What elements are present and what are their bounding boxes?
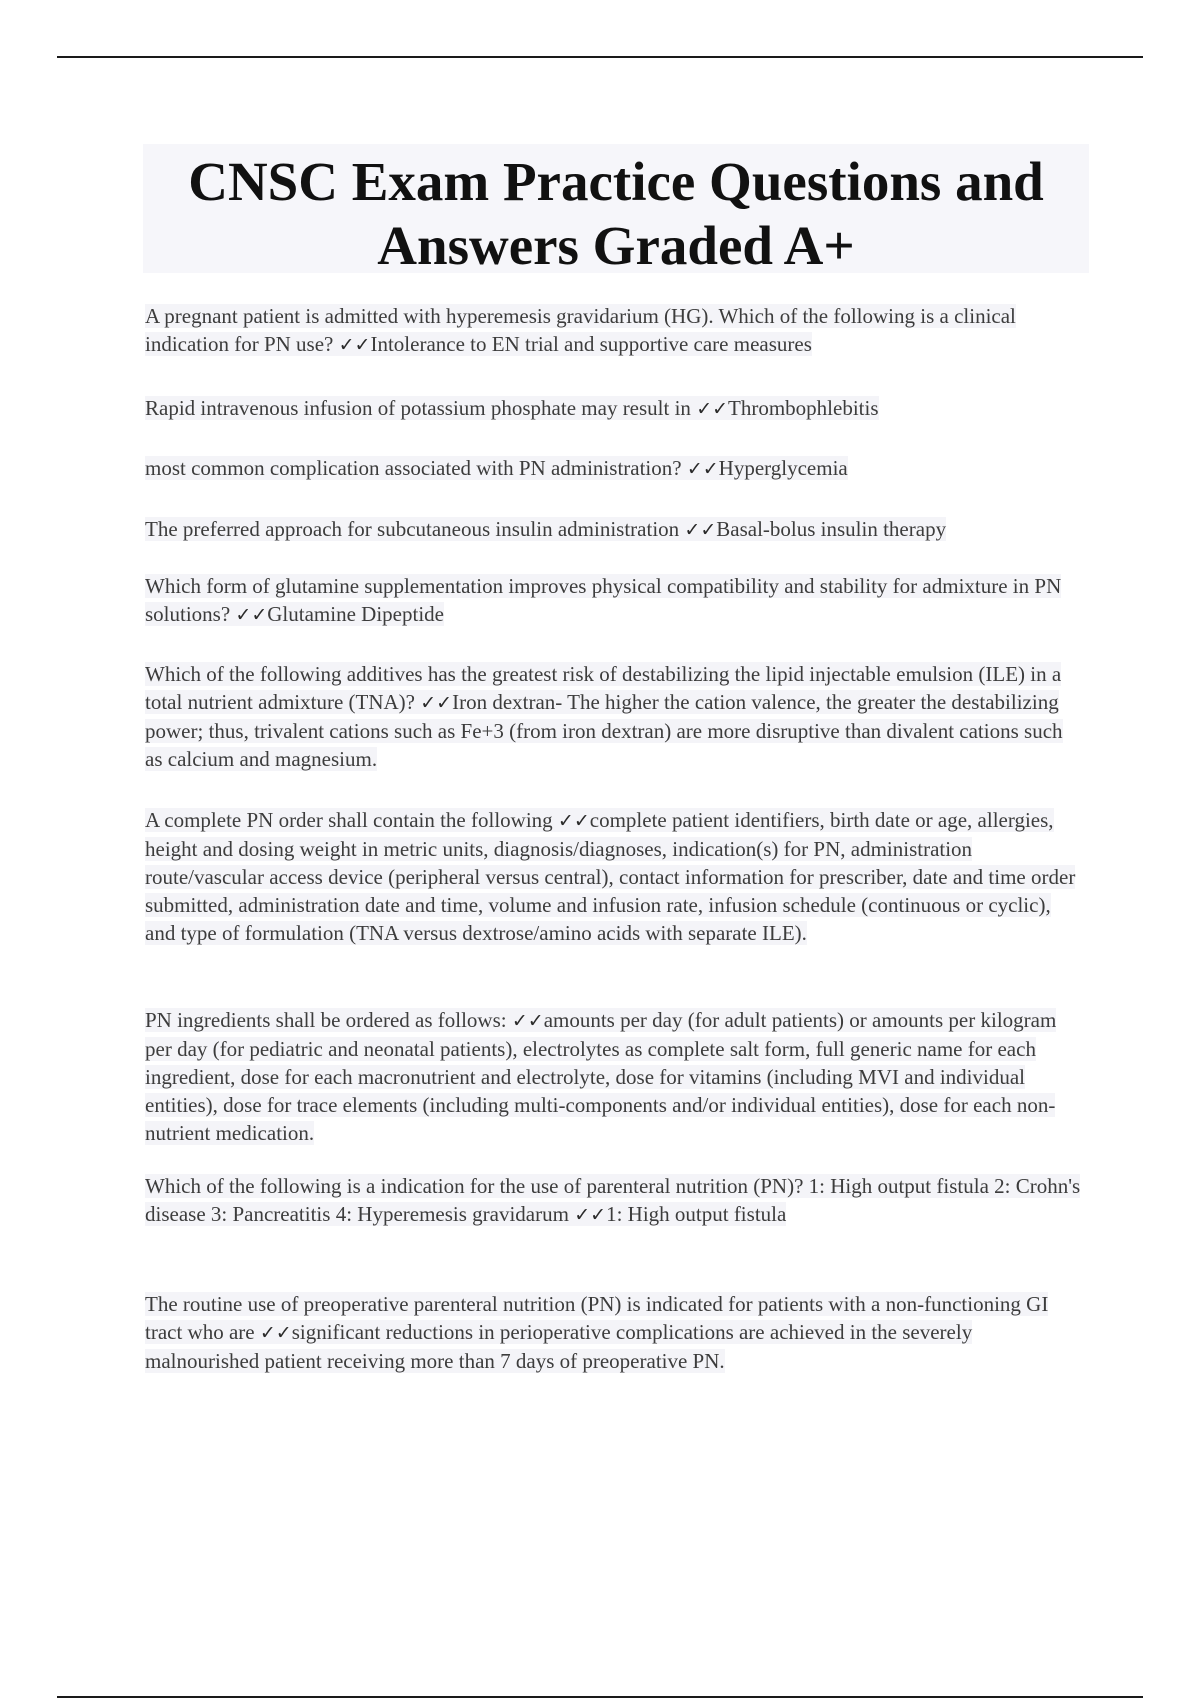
check-icon: ✓✓ (696, 398, 729, 420)
check-icon: ✓✓ (235, 604, 268, 626)
qa-item (145, 1172, 1085, 1229)
qa-item (145, 660, 1085, 773)
question-text: Which form of glutamine supplementation improves physical compatibility and stability for admixture in PN solutions? (145, 574, 1062, 626)
qa-item (145, 1006, 1085, 1147)
check-icon: ✓✓ (511, 1010, 544, 1032)
question-text: A pregnant patient is admitted with hyperemesis gravidarium (HG). Which of the following is a clinical indication for PN use? (145, 304, 1016, 356)
check-icon: ✓✓ (574, 1204, 607, 1226)
question-text: PN ingredients shall be ordered as follows: (145, 1008, 507, 1032)
qa-item (145, 302, 1085, 359)
question-text: The preferred approach for subcutaneous insulin administration (145, 517, 680, 541)
title-line-2: Answers Graded A+ (377, 215, 855, 276)
question-text: Rapid intravenous infusion of potassium phosphate may result in (145, 396, 691, 420)
answer-text: Iron dextran- The higher the cation valence, the greater the destabilizing power; thus, trivalent cations such as Fe+3 (from iron dextran) are more disruptive than divalent cations such as calcium and magnesium. (145, 690, 1063, 771)
question-text: The routine use of preoperative parenteral nutrition (PN) is indicated for patients with a non-functioning GI tract who are (145, 1292, 1049, 1344)
answer-text: significant reductions in perioperative complications are achieved in the severely malnourished patient receiving more than 7 days of preoperative PN. (145, 1320, 973, 1373)
question-text: Which of the following is a indication for the use of parenteral nutrition (PN)? 1: High output fistula 2: Crohn's disease 3: Pancreatitis 4: Hyperemesis gravidarum (145, 1174, 1081, 1226)
answer-text: complete patient identifiers, birth date or age, allergies, height and dosing weight in metric units, diagnosis/diagnoses, indication(s) for PN, administration route/vascular access device (peripheral versus central), contact information for prescriber, date and time order submitted, administration date and time, volume and infusion rate, infusion schedule (continuous or cyclic), and type of formulation (TNA versus dextrose/amino acids with separate ILE). (145, 808, 1076, 945)
title-block (143, 144, 1089, 276)
answer-text: Glutamine Dipeptide (267, 602, 444, 626)
check-icon: ✓✓ (259, 1322, 292, 1344)
check-icon: ✓✓ (686, 458, 719, 480)
check-icon: ✓✓ (684, 519, 717, 541)
qa-item (145, 394, 1085, 423)
answer-text: Intolerance to EN trial and supportive care measures (370, 332, 812, 356)
check-icon: ✓✓ (557, 810, 590, 832)
qa-item (145, 1290, 1085, 1375)
answer-text: amounts per day (for adult patients) or amounts per kilogram per day (for pediatric and neonatal patients), electrolytes as complete salt form, full generic name for each ingredient, dose for each macronutrient and electrolyte, dose for vitamins (including MVI and individual entities), dose for trace elements (including multi-components and/or individual entities), dose for each non-nutrient medication. (145, 1008, 1057, 1145)
qa-item (145, 806, 1085, 947)
title-line-1: CNSC Exam Practice Questions and (188, 151, 1044, 212)
question-text: Which of the following additives has the greatest risk of destabilizing the lipid injectable emulsion (ILE) in a total nutrient admixture (TNA)? (145, 662, 1062, 714)
answer-text: Thrombophlebitis (728, 396, 879, 420)
qa-item (145, 572, 1085, 629)
answer-text: Hyperglycemia (718, 456, 848, 480)
question-text: A complete PN order shall contain the following (145, 808, 553, 832)
qa-item (145, 515, 1085, 544)
bottom-rule (57, 1696, 1143, 1698)
check-icon: ✓✓ (338, 334, 371, 356)
check-icon: ✓✓ (420, 692, 453, 714)
answer-text: Basal-bolus insulin therapy (716, 517, 947, 541)
top-rule (57, 56, 1143, 58)
document-title (143, 144, 1089, 278)
question-text: most common complication associated with PN administration? (145, 456, 682, 480)
qa-item (145, 454, 1085, 483)
answer-text: 1: High output fistula (606, 1202, 787, 1226)
